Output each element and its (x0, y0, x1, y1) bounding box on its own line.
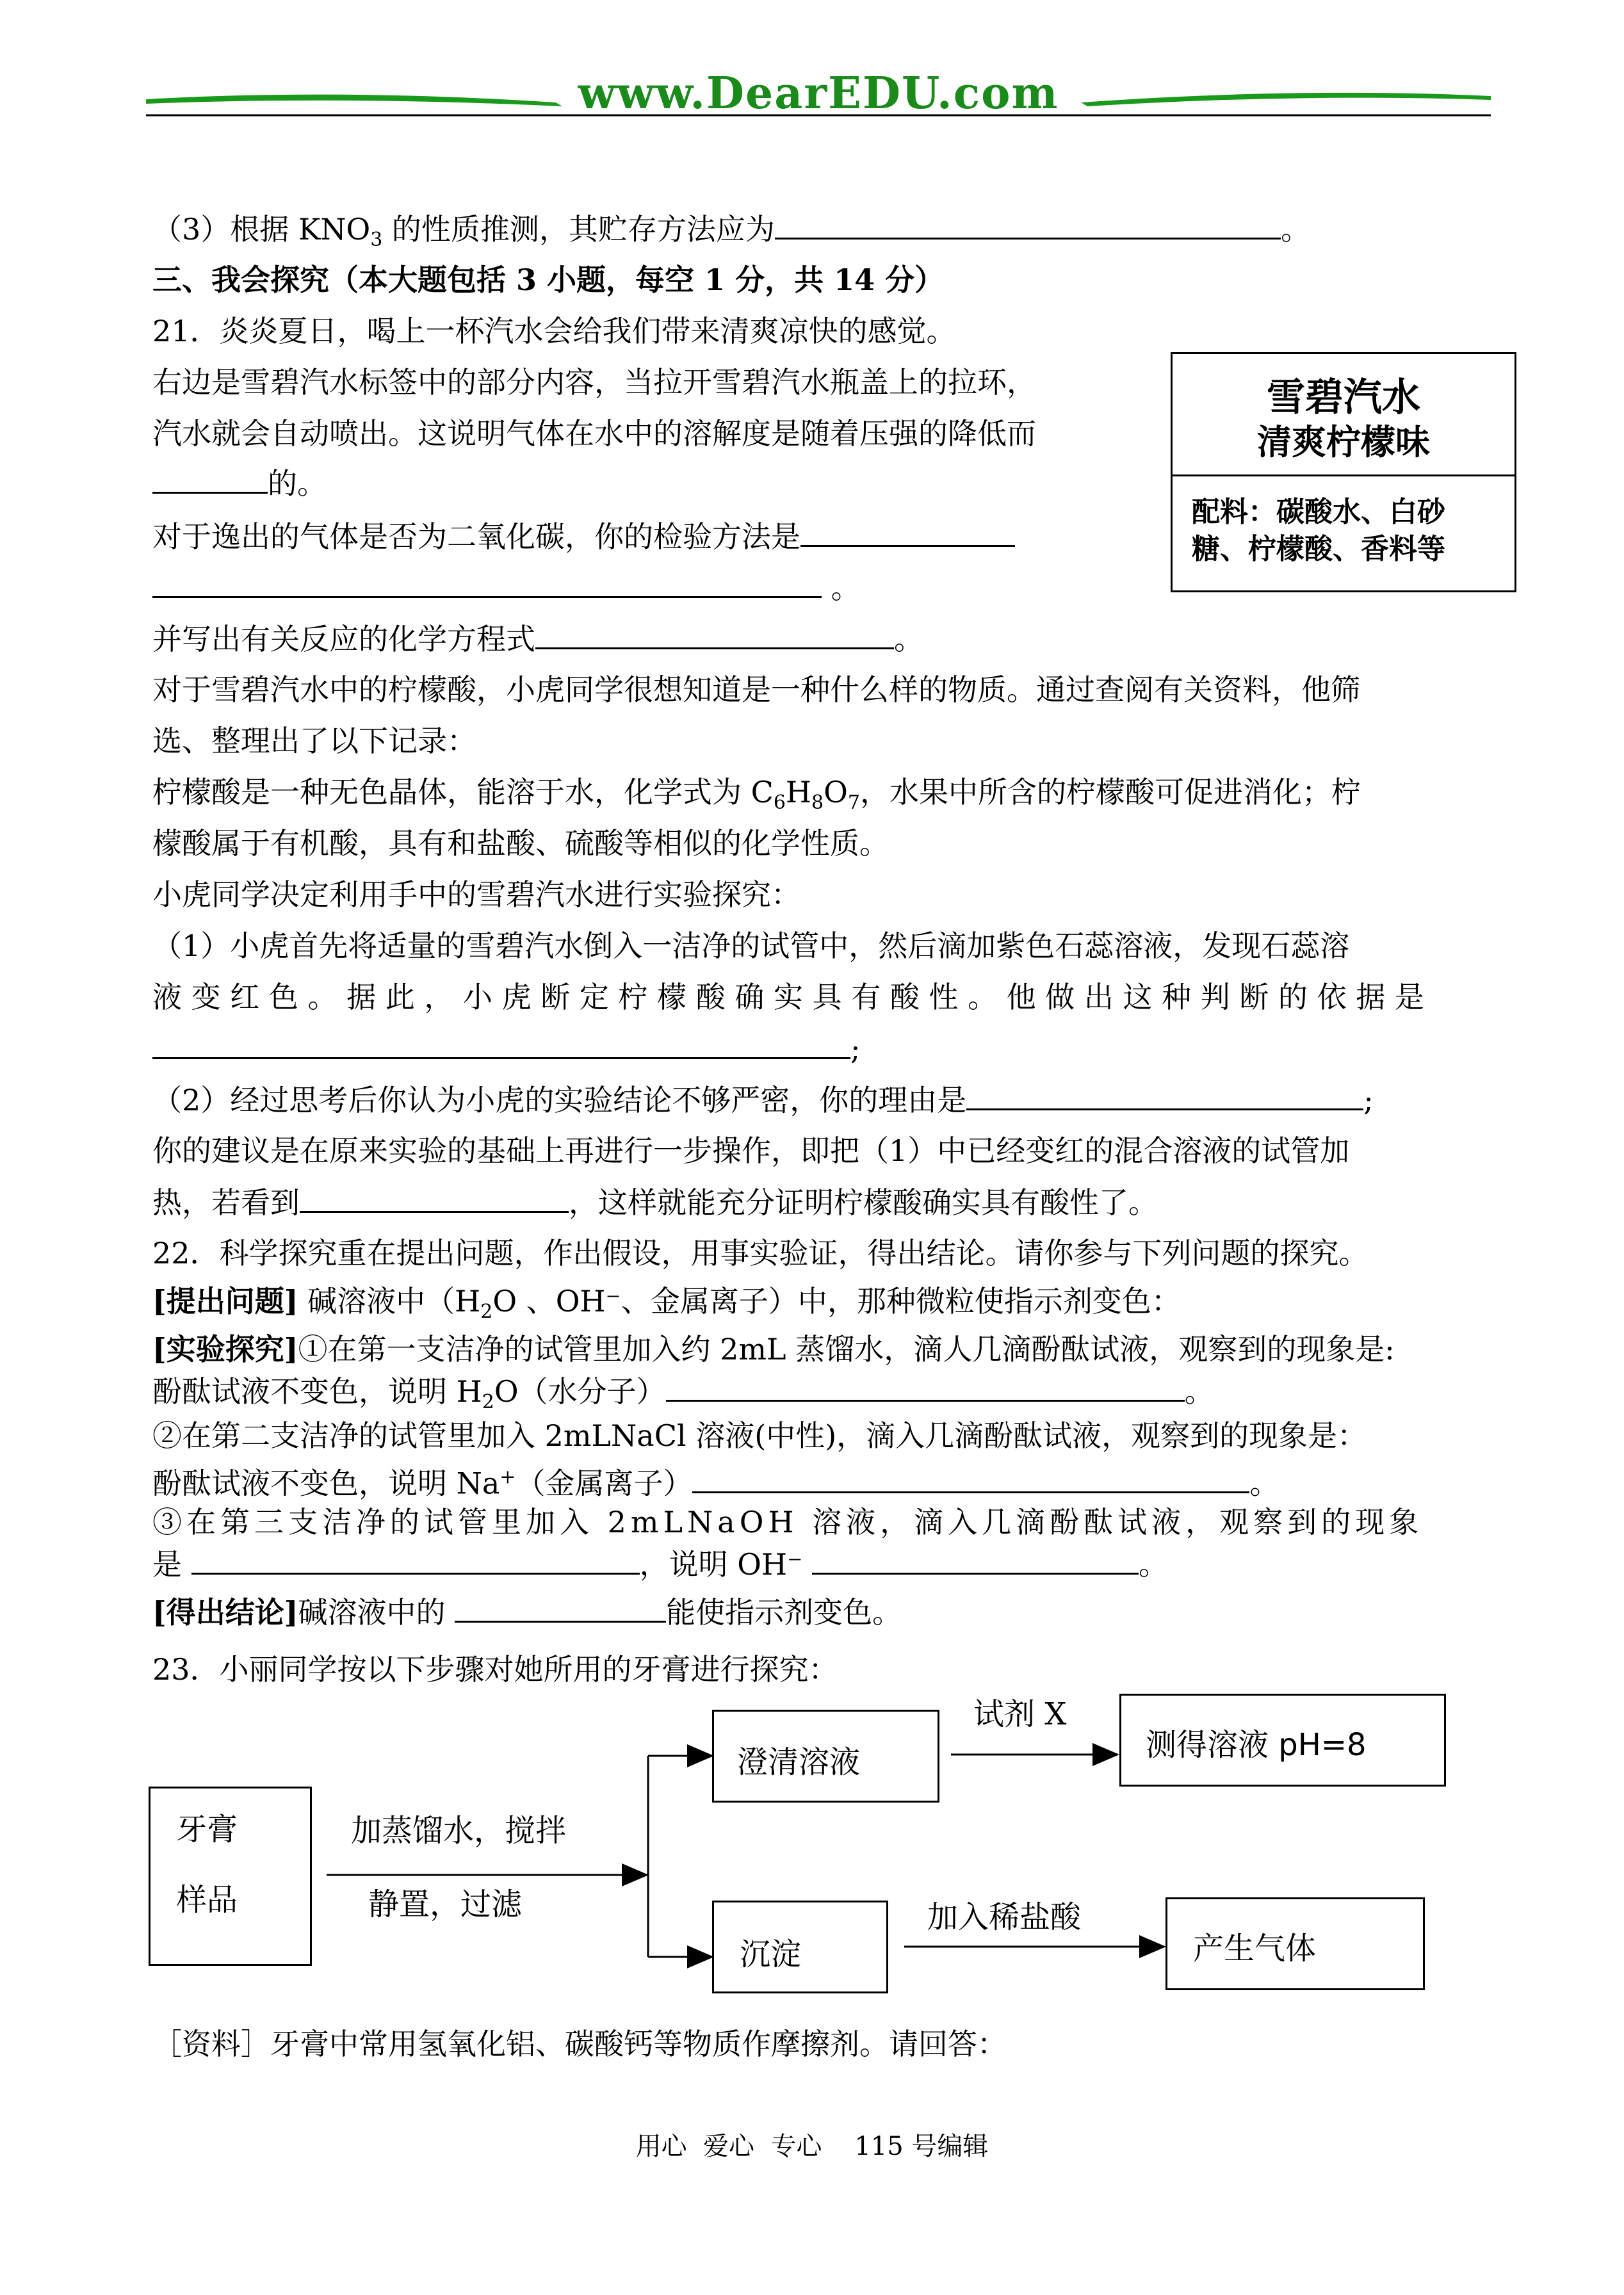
section-heading: 三、我会探究（本大题包括 3 小题，每空 1 分，共 14 分） (152, 263, 945, 297)
q22-blank1-line: 酚酞试液不变色，说明 $H_2O$（水分子） 。 (152, 1370, 1214, 1423)
step-add-water-label: 加蒸馏水，搅拌 (351, 1813, 567, 1849)
text-line: ②在第二支洁净的试管里加入 2mLNaCl 溶液(中性)，滴入几滴酚酞试液，观察到的现象是： (152, 1418, 1367, 1453)
q21-blank1-line: 的。 (152, 462, 327, 504)
text-line: 对于雪碧汽水中的柠檬酸，小虎同学很想知道是一种什么样的物质。通过查阅有关资料，他筛 (152, 672, 1360, 707)
q21-blank5-line: （2）经过思考后你认为小虎的实验结论不够严密，你的理由是 ; (152, 1079, 1374, 1121)
resource-note: ［资料］牙膏中常用氢氧化铝、碳酸钙等物质作摩擦剂。请回答： (152, 2027, 1007, 2061)
text-line: 小虎同学决定利用手中的雪碧汽水进行实验探究： (152, 877, 800, 912)
ph-result-box: 测得溶液 pH=8 (1119, 1694, 1446, 1787)
add-hcl-label: 加入稀盐酸 (927, 1899, 1082, 1935)
q23-intro: 23．小丽同学按以下步骤对她所用的牙膏进行探究： (152, 1652, 838, 1687)
q21-blank2-line: 对于逸出的气体是否为二氧化碳，你的检验方法是 (152, 515, 1015, 557)
q22-question-line: [提出问题] 碱溶液中（$H_2O$ 、OH⁻、金属离子）中，那种微粒使指示剂变色： (152, 1284, 1181, 1324)
text-line: ③在第三支洁净的试管里加入 2mLNaOH 溶液，滴入几滴酚酞试液，观察到的现象 (152, 1505, 1424, 1539)
q21-blank6-line: 热，若看到 ，这样就能充分证明柠檬酸确实具有酸性了。 (152, 1181, 1158, 1223)
q21-intro: 21．炎炎夏日，喝上一杯汽水会给我们带来清爽凉快的感觉。 (152, 314, 956, 348)
label-title-1: 雪碧汽水 (1267, 375, 1420, 420)
page-footer: 用心 爱心 专心 115 号编辑 (635, 2132, 989, 2161)
q22-blank3-line: 是 ，说明 OH⁻ 。 (152, 1543, 1168, 1585)
label-ingredients-2: 糖、柠檬酸、香料等 (1192, 533, 1445, 565)
q20-part3: （3）根据 $KNO_3$ 的性质推测，其贮存方法应为 。 (152, 208, 1310, 261)
step-filter-label: 静置，过滤 (368, 1886, 523, 1922)
precipitate-box: 沉淀 (712, 1901, 888, 1993)
q22-intro: 22．科学探究重在提出问题，作出假设，用事实验证，得出结论。请你参与下列问题的探究。 (152, 1236, 1368, 1270)
q21-blank4-line: ; (152, 1028, 861, 1069)
text-line: （1）小虎首先将适量的雪碧汽水倒入一洁净的试管中，然后滴加紫色石蕊溶液，发现石蕊溶 (152, 929, 1350, 963)
label-ingredients-1: 配料：碳酸水、白砂 (1192, 496, 1445, 528)
q22-conclusion-line: [得出结论]碱溶液中的 能使指示剂变色。 (152, 1591, 902, 1633)
clear-solution-box: 澄清溶液 (712, 1710, 939, 1803)
text-line: 右边是雪碧汽水标签中的部分内容，当拉开雪碧汽水瓶盖上的拉环， (152, 365, 1036, 400)
toothpaste-sample-box: 牙膏 样品 (149, 1787, 312, 1966)
text-line: 液 变 红 色 。 据 此 ， 小 虎 断 定 柠 檬 酸 确 实 具 有 酸 性 。 他 做 出 这 种 判 断 的 依 据 是 (152, 980, 1424, 1014)
citric-acid-formula-line: 柠檬酸是一种无色晶体，能溶于水，化学式为 $C_6H_8O_7$，水果中所含的柠檬酸可促进消化；柠 (152, 775, 1361, 815)
q21-blank3-line: 。 (152, 567, 861, 608)
q21-equation-line: 并写出有关反应的化学方程式 。 (152, 618, 923, 660)
q22-experiment-line: [实验探究]①在第一支洁净的试管里加入约 2mL 蒸馏水，滴人几滴酚酞试液，观察到的现象是: (152, 1332, 1395, 1366)
label-title-2: 清爽柠檬味 (1257, 422, 1430, 462)
site-logo-text: www.DearEDU.com (578, 68, 1059, 119)
reagent-x-label: 试剂 X (973, 1696, 1067, 1732)
text-line: 选、整理出了以下记录： (152, 724, 476, 758)
gas-produced-box: 产生气体 (1165, 1897, 1425, 1990)
text-line: 檬酸属于有机酸，具有和盐酸、硫酸等相似的化学性质。 (152, 826, 889, 861)
text-line: 你的建议是在原来实验的基础上再进行一步操作，即把（1）中已经变红的混合溶液的试管加 (152, 1133, 1350, 1168)
q22-blank2-line: 酚酞试液不变色，说明 Na+（金属离子） 。 (152, 1457, 1279, 1504)
text-line: 汽水就会自动喷出。这说明气体在水中的溶解度是随着压强的降低而 (152, 416, 1036, 451)
